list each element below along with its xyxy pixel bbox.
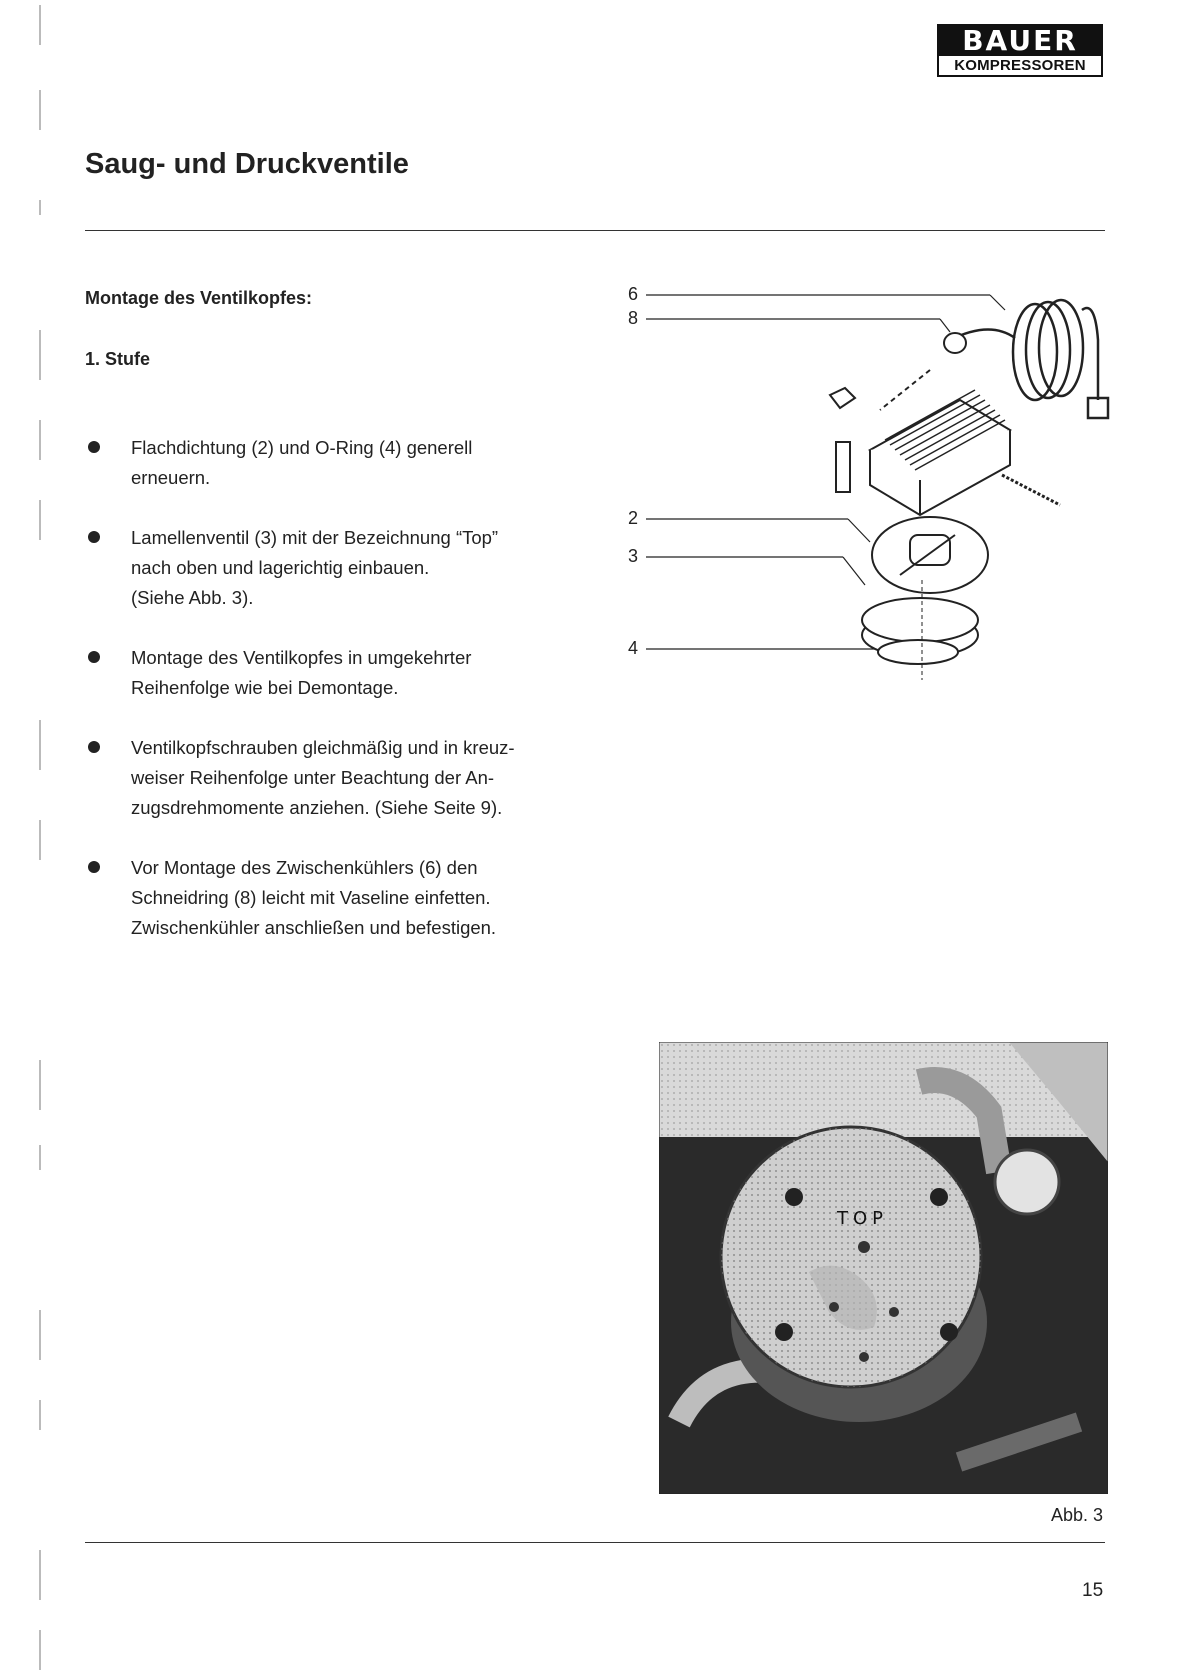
callout-label-2: 2 [628, 508, 639, 528]
bullet-icon [88, 741, 100, 753]
logo-brand: BAUER [939, 26, 1101, 56]
head-screw [836, 442, 850, 492]
valve-plate-photo [659, 1042, 1108, 1494]
intercooler-coil [950, 300, 1108, 418]
stage-heading: 1. Stufe [85, 349, 151, 369]
instruction-text: Vor Montage des Zwischenkühlers (6) den Schneidring (8) leicht mit Vaseline einfetten. Zwischenkühler anschließen und befestigen. [131, 857, 497, 938]
bauer-logo [937, 24, 1103, 77]
bottom-divider [85, 1542, 1105, 1543]
photo-top-label: TOP [837, 1208, 889, 1229]
instruction-text: Lamellenventil (3) mit der Bezeichnung “Top” nach oben und lagerichtig einbauen. (Siehe Abb. 3). [131, 527, 499, 608]
valve-seat [862, 580, 978, 680]
page-title: Saug- und Druckventile [85, 148, 409, 180]
logo-subtitle: KOMPRESSOREN [954, 57, 1086, 74]
elbow-fitting [830, 388, 855, 408]
callout-label-6: 6 [628, 284, 639, 304]
valve-head-exploded-diagram [620, 280, 1110, 700]
bullet-icon [88, 531, 100, 543]
callout-label-4: 4 [628, 638, 639, 658]
photo-valve-plate [721, 1127, 987, 1422]
page-number: 15 [1082, 1580, 1104, 1601]
bullet-icon [88, 861, 100, 873]
scan-margin-marks [38, 0, 42, 1678]
lamella-valve-plate [872, 517, 988, 593]
instruction-text: Ventilkopfschrauben gleichmäßig und in kreuz- weiser Reihenfolge unter Beachtung der An- zugsdrehmomente anziehen. (Siehe Seite 9). [131, 737, 515, 818]
callout-label-3: 3 [628, 546, 639, 566]
callout-label-8: 8 [628, 308, 639, 328]
stud-bolt [1002, 475, 1060, 505]
top-divider [85, 230, 1105, 231]
cutting-ring [880, 333, 966, 410]
figure-caption: Abb. 3 [1051, 1505, 1104, 1525]
instruction-text: Flachdichtung (2) und O-Ring (4) generell erneuern. [131, 437, 473, 488]
valve-head [830, 388, 1060, 515]
section-heading: Montage des Ventilkopfes: [85, 288, 313, 308]
bullet-icon [88, 651, 100, 663]
o-ring [878, 640, 958, 664]
bullet-icon [88, 441, 100, 453]
instruction-text: Montage des Ventilkopfes in umgekehrter Reihenfolge wie bei Demontage. [131, 647, 472, 698]
